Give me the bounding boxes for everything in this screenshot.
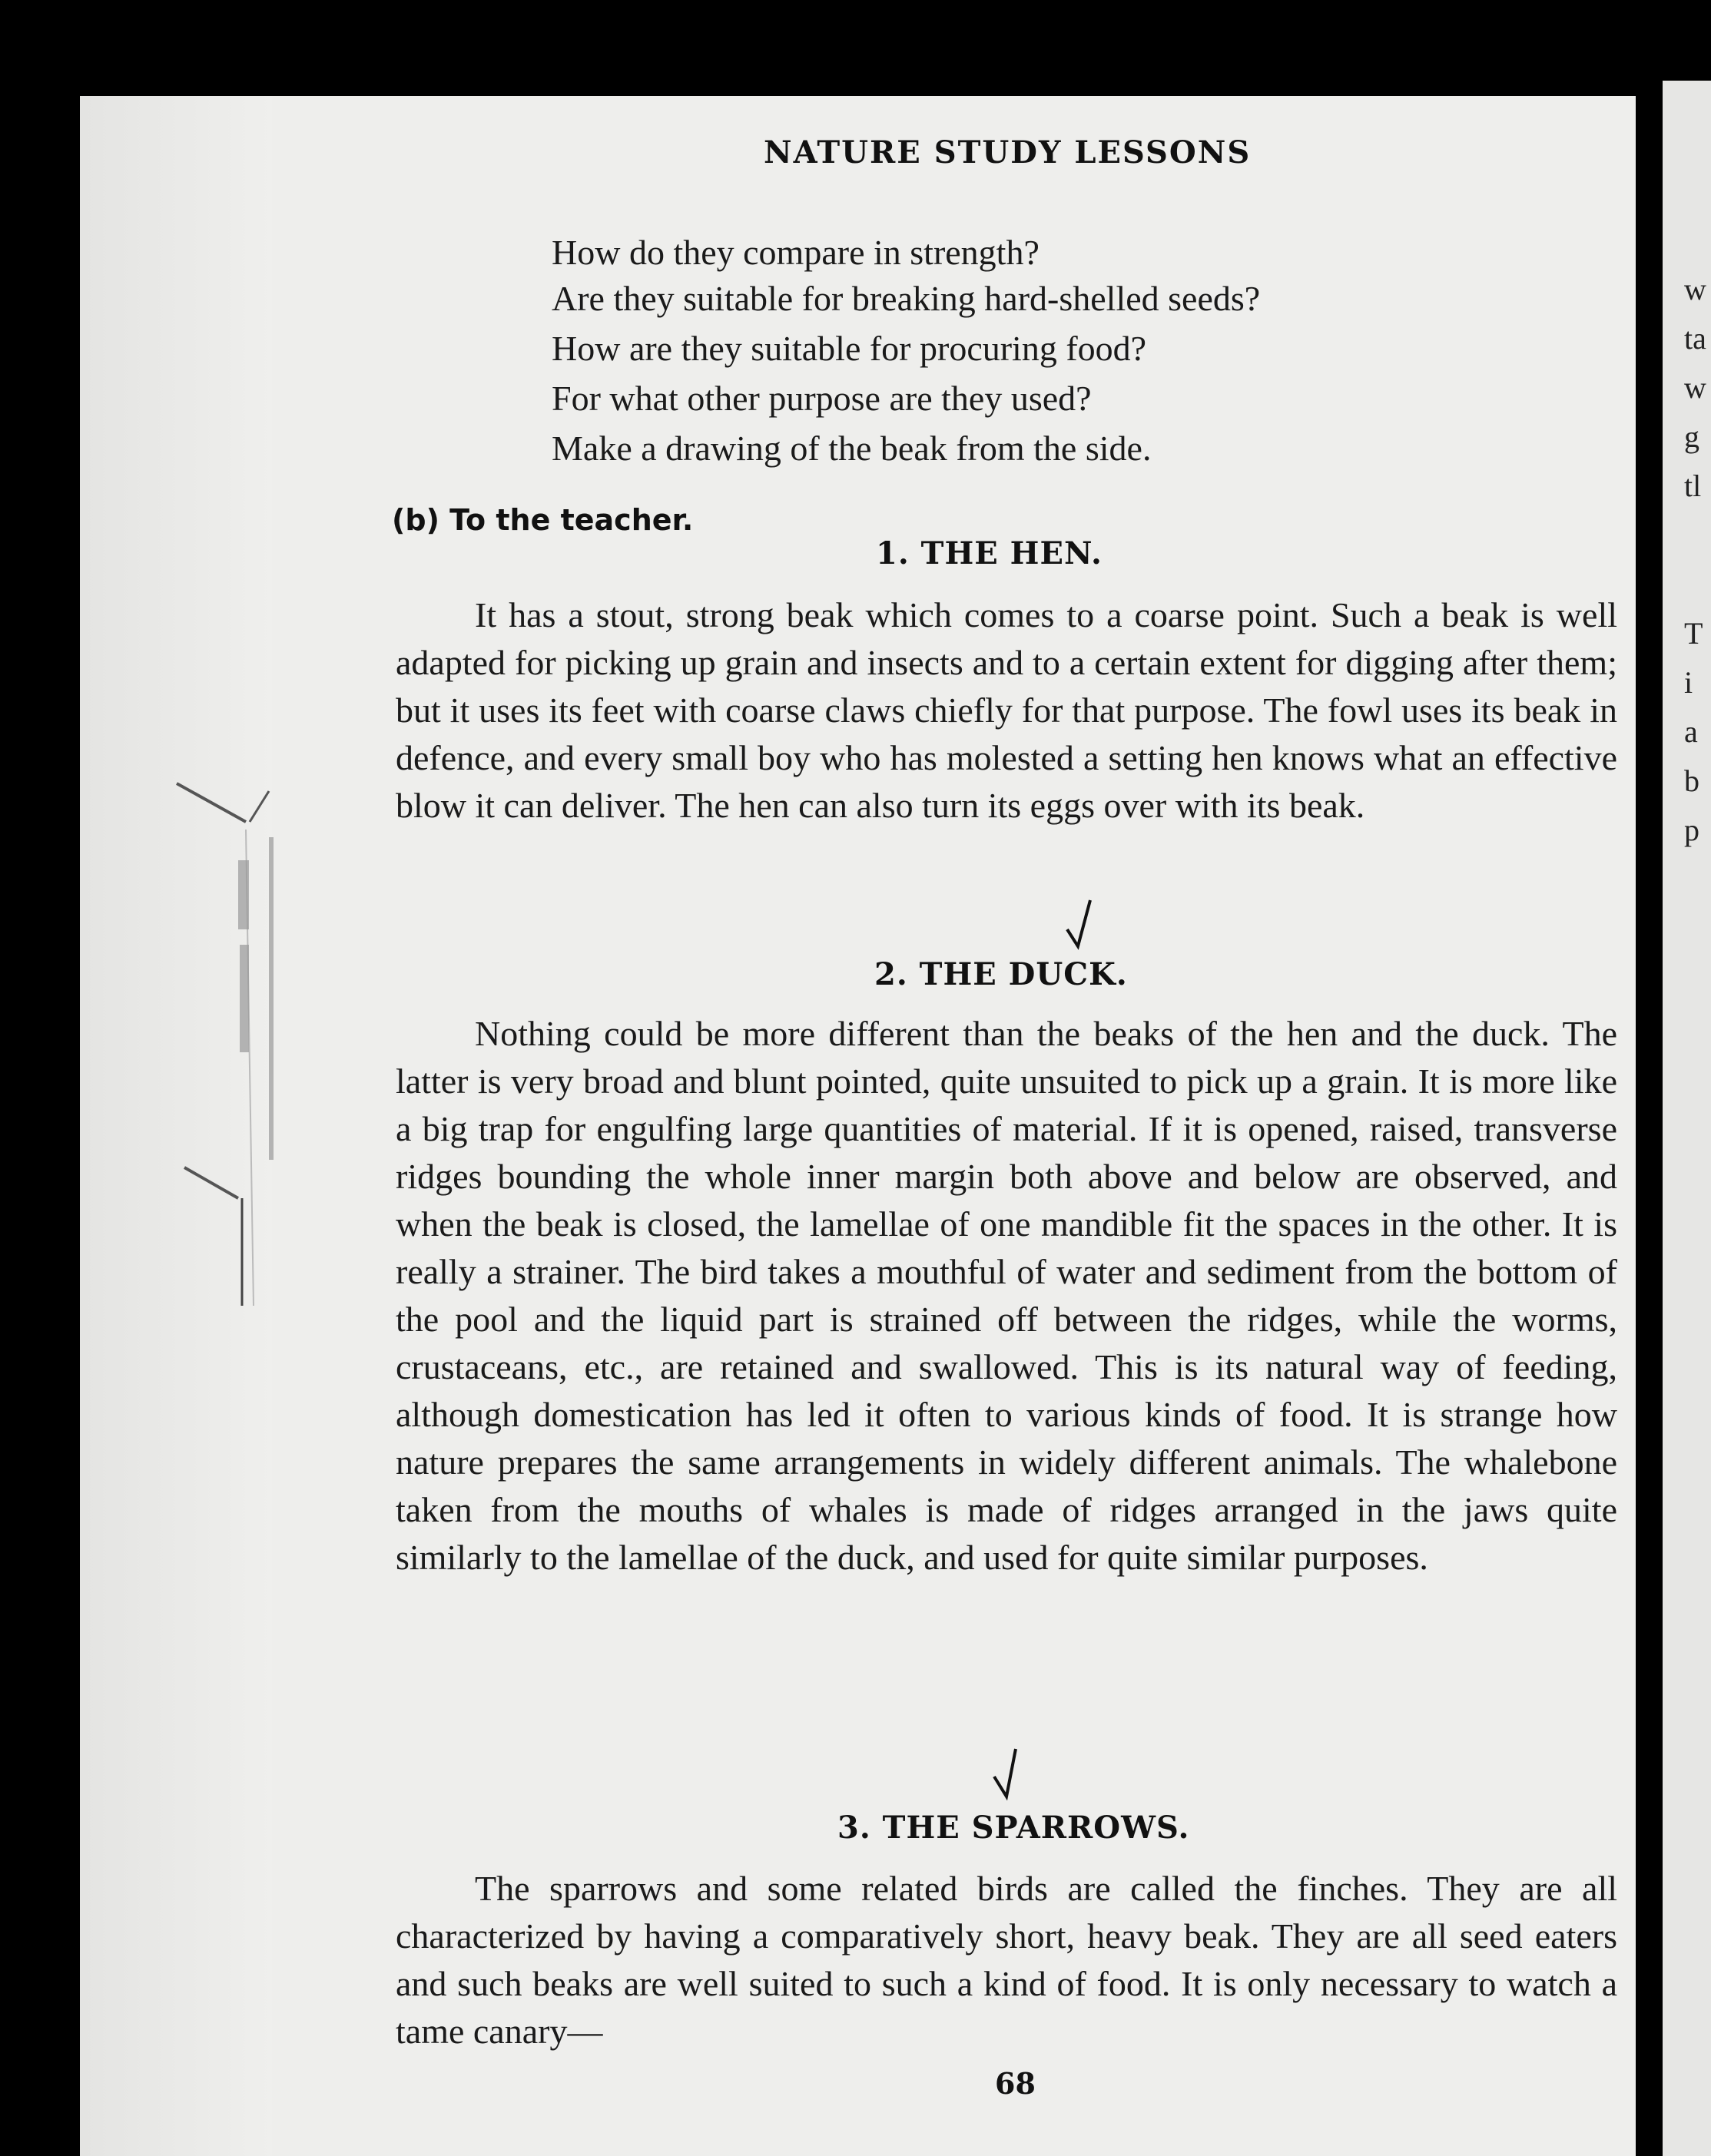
subheading: (b) To the teacher.: [392, 503, 694, 537]
section-text-sparrows: [396, 1865, 1617, 2055]
facing-page-text: ta: [1684, 321, 1706, 356]
facing-page-text: T: [1684, 616, 1703, 651]
facing-page-text: g: [1684, 419, 1699, 454]
section-text-hen: [396, 591, 1617, 830]
paragraph: Nothing could be more different than the beaks of the hen and the duck. The latter is very broad and blunt pointed, quite unsuited to pick up a grain. It is more like a big trap for engulfing large quantities of material. If it is opened, raised, transverse ridges bounding the whole inner margin both above and below are observed, and when the beak is closed, the lamellae of one mandible fit the spaces in the other. It is really a strainer. The bird takes a mouthful of water and sediment from the bottom of the pool and the liquid part is strained off between the ridges, while the worms, crustaceans, etc., are retained and swallowed. This is its natural way of feeding, although domestication has led it often to various kinds of food. It is strange how nature prepares the same arrangements in widely different animals. The whalebone taken from the mouths of whales is made of ridges arranged in the jaws quite similarly to the lamellae of the duck, and used for quite similar purposes.: [396, 1014, 1617, 1577]
check-mark: [1064, 899, 1095, 952]
paragraph: The sparrows and some related birds are called the finches. They are all characterized by having a comparatively short, heavy beak. They are all seed eaters and such beaks are well suited to such a kind of food. It is only necessary to watch a tame canary—: [396, 1869, 1617, 2051]
facing-page-text: p: [1684, 813, 1699, 847]
section-heading-duck: 2. THE DUCK.: [874, 956, 1128, 992]
library-stamp: [154, 768, 277, 1306]
facing-page-text: tl: [1684, 469, 1702, 503]
question-line: Are they suitable for breaking hard-shelled seeds?: [552, 279, 1261, 318]
facing-page-text: w: [1684, 370, 1706, 405]
page-number: 68: [995, 2066, 1036, 2101]
section-text-duck: [396, 1010, 1617, 1581]
question-line: For what other purpose are they used?: [552, 379, 1092, 418]
section-heading-sparrows: 3. THE SPARROWS.: [837, 1810, 1190, 1846]
facing-page-edge: [1663, 81, 1711, 2156]
facing-page-text: b: [1684, 763, 1699, 798]
facing-page-text: i: [1684, 665, 1693, 700]
check-mark: [991, 1747, 1022, 1801]
question-line: How are they suitable for procuring food?: [552, 329, 1147, 368]
facing-page-text: a: [1684, 714, 1698, 749]
question-line: How do they compare in strength?: [552, 233, 1040, 272]
question-line: Make a drawing of the beak from the side.: [552, 429, 1152, 468]
running-header: NATURE STUDY LESSONS: [764, 134, 1252, 171]
paragraph: It has a stout, strong beak which comes to a coarse point. Such a beak is well adapted for picking up grain and insects and to a certain extent for digging after them; but it uses its feet with coarse claws chiefly for that purpose. The fowl uses its beak in defence, and every small boy who has molested a setting hen knows what an effective blow it can deliver. The hen can also turn its eggs over with its beak.: [396, 595, 1617, 825]
section-heading-hen: 1. THE HEN.: [876, 535, 1103, 571]
facing-page-text: w: [1684, 272, 1706, 306]
